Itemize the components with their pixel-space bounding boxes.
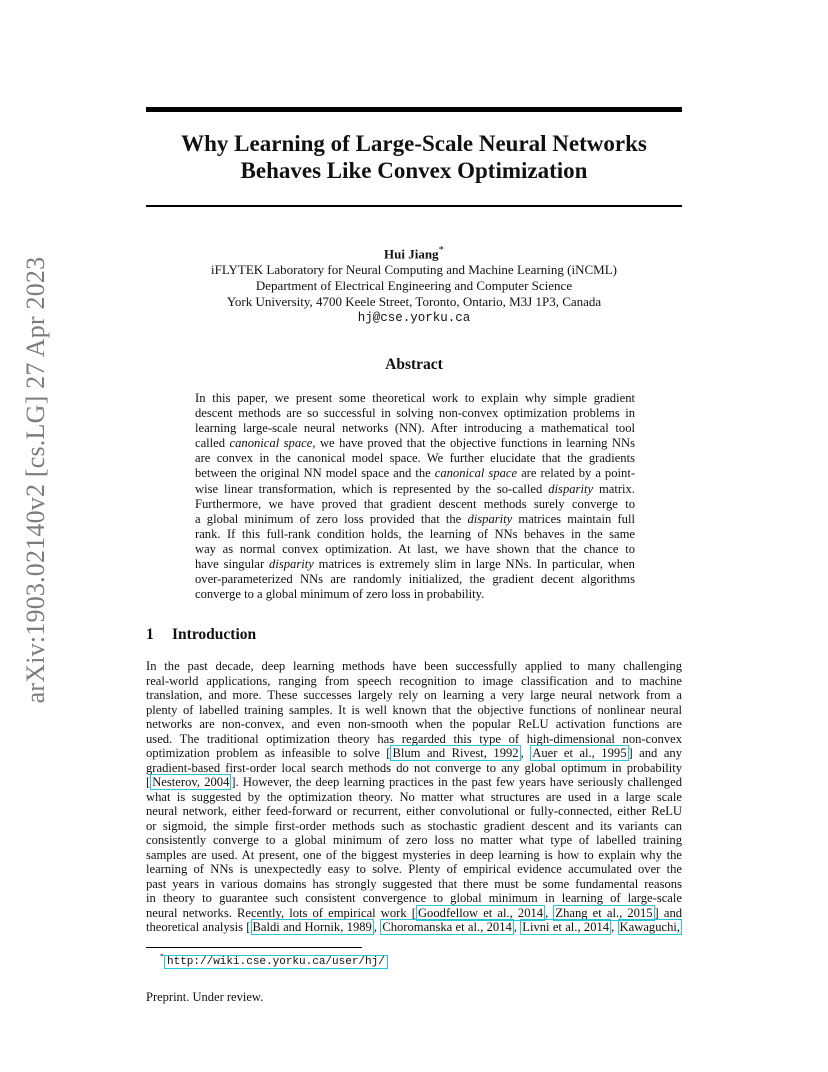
abstract-line: called canonical space, we have proved that the objective functions in learning NNs — [195, 436, 636, 451]
preprint-note: Preprint. Under review. — [146, 990, 264, 1004]
abstract-line: descent methods are so successful in solving non-convex optimization problems in — [195, 406, 635, 421]
intro-line: consistently converge to a global minimum of zero loss no matter what type of labelled training — [146, 833, 682, 847]
citation-link[interactable]: Livni et al., 2014 — [522, 920, 610, 934]
intro-line: plenty of labelled training samples. It is well known that the objective functions of nonlinear neural — [146, 702, 682, 717]
title-top-rule — [146, 107, 682, 112]
title-bottom-rule — [146, 205, 682, 207]
abstract-line: Furthermore, we have proved that gradient descent methods surely converge to — [195, 496, 635, 511]
abstract-line: learning large-scale neural networks (NN). After introducing a mathematical tool — [195, 421, 635, 436]
intro-line: neural networks. Recently, lots of empirical work [ Goodfellow et al., 2014 , Zhang et al., 2015 ] and — [146, 905, 683, 920]
intro-line: past years in various domains has strongly suggested that there must be some fundamental reasons — [146, 876, 682, 891]
footnote-rule — [146, 947, 362, 948]
intro-line: [ Nesterov, 2004 ]. However, the deep learning practices in the past few years have seriously challenged — [146, 775, 682, 789]
abstract-line: are convex in the canonical model space. We further elucidate that the gradients — [195, 451, 635, 466]
intro-line: theoretical analysis [ Baldi and Hornik, 1989 , Choromanska et al., 2014 , Livni et al., 2014 , Kawaguchi, — [146, 920, 681, 934]
address: York University, 4700 Keele Street, Toronto, Ontario, M3J 1P3, Canada — [226, 294, 602, 310]
arxiv-id: arXiv:1903.02140v2 [cs.LG] 27 Apr 2023 — [21, 256, 50, 704]
intro-line: gradient-based first-order local search methods do not converge to any global optimum in probability — [146, 760, 682, 775]
intro-line: In the past decade, deep learning methods have been successfully applied to many challenging — [146, 659, 682, 673]
intro-line: learning of NNs is unexpectedly easy to solve. Plenty of empirical evidence accumulated over the — [146, 862, 682, 876]
citation-link[interactable]: Baldi and Hornik, 1989 — [252, 920, 372, 934]
abstract-line: between the original NN model space and the canonical space are related by a point- — [195, 466, 636, 481]
citation-link[interactable]: Blum and Rivest, 1992 — [392, 746, 519, 760]
citation-link[interactable]: Kawaguchi, — [619, 920, 681, 934]
citation-link[interactable]: Auer et al., 1995 — [532, 746, 627, 760]
intro-line: used. The traditional optimization theory has regarded this type of high-dimensional non-convex — [146, 731, 682, 746]
author-name: Hui Jiang — [384, 246, 439, 262]
intro-line: real-world applications, ranging from speech recognition to image classification and to machine — [146, 673, 682, 688]
paper-title — [146, 130, 682, 184]
intro-line: translation, and more. These successes largely rely on learning a very large neural network from a — [146, 688, 682, 702]
abstract-line: wise linear transformation, which is represented by the so-called disparity matrix. — [195, 481, 636, 496]
intro-line: in theory to guarantee such consistent convergence to global minimum in learning of large-scale — [146, 891, 682, 905]
intro-line: networks are non-convex, and even non-smooth when the popular ReLU activation functions are — [146, 717, 682, 731]
intro-line: or sigmoid, the simple first-order methods such as stochastic gradient descent and its variants can — [146, 818, 682, 833]
footnote-mark: * — [160, 952, 164, 961]
department: Department of Electrical Engineering and Computer Science — [255, 278, 573, 294]
abstract-heading: Abstract — [385, 356, 443, 373]
abstract-line: over-parameterized NNs are randomly initialized, the gradient decent algorithms — [195, 572, 635, 587]
affiliation: iFLYTEK Laboratory for Neural Computing and Machine Learning (iNCML) — [211, 262, 617, 278]
abstract-line: a global minimum of zero loss provided that the disparity matrices maintain full — [195, 511, 635, 526]
citation-link[interactable]: Zhang et al., 2015 — [555, 905, 653, 920]
footnote-url-link[interactable]: http://wiki.cse.yorku.ca/user/hj/ — [164, 955, 388, 969]
section-title: Introduction — [172, 626, 257, 643]
footnote — [160, 952, 388, 968]
section-heading — [146, 626, 256, 644]
abstract-line: In this paper, we present some theoretical work to explain why simple gradient — [195, 391, 635, 405]
citation-link[interactable]: Nesterov, 2004 — [152, 775, 230, 789]
citation-link[interactable]: Goodfellow et al., 2014 — [417, 905, 544, 920]
intro-line: samples are used. At present, one of the biggest mysteries in deep learning is how to explain why the — [146, 847, 682, 862]
title-line: Behaves Like Convex Optimization — [240, 158, 588, 183]
intro-line: neural network, either feed-forward or recurrent, either convolutional or fully-connected, either ReLU — [146, 804, 682, 818]
citation-link[interactable]: Choromanska et al., 2014 — [382, 920, 512, 934]
title-line: Why Learning of Large-Scale Neural Networks — [181, 131, 647, 156]
author-email: hj@cse.yorku.ca — [357, 311, 471, 326]
abstract-body — [195, 391, 635, 602]
author-footnote-mark: * — [438, 244, 444, 256]
abstract-line: have singular disparity matrices is extremely slim in large NNs. In particular, when — [195, 557, 635, 572]
intro-line: optimization problem as infeasible to solve [ Blum and Rivest, 1992 , Auer et al., 1995 ] and any — [146, 746, 683, 760]
author-block — [146, 242, 682, 326]
abstract-line: converge to a global minimum of zero loss in probability. — [195, 587, 485, 602]
introduction-body — [146, 659, 682, 935]
section-number: 1 — [146, 626, 154, 643]
abstract-line: way as normal convex optimization. At last, we have shown that the chance to — [195, 541, 635, 556]
intro-line: what is suggested by the optimization theory. No matter what structures are used in a large scale — [146, 789, 682, 804]
abstract-line: rank. If this full-rank condition holds, the learning of NNs behaves in the same — [195, 526, 635, 541]
